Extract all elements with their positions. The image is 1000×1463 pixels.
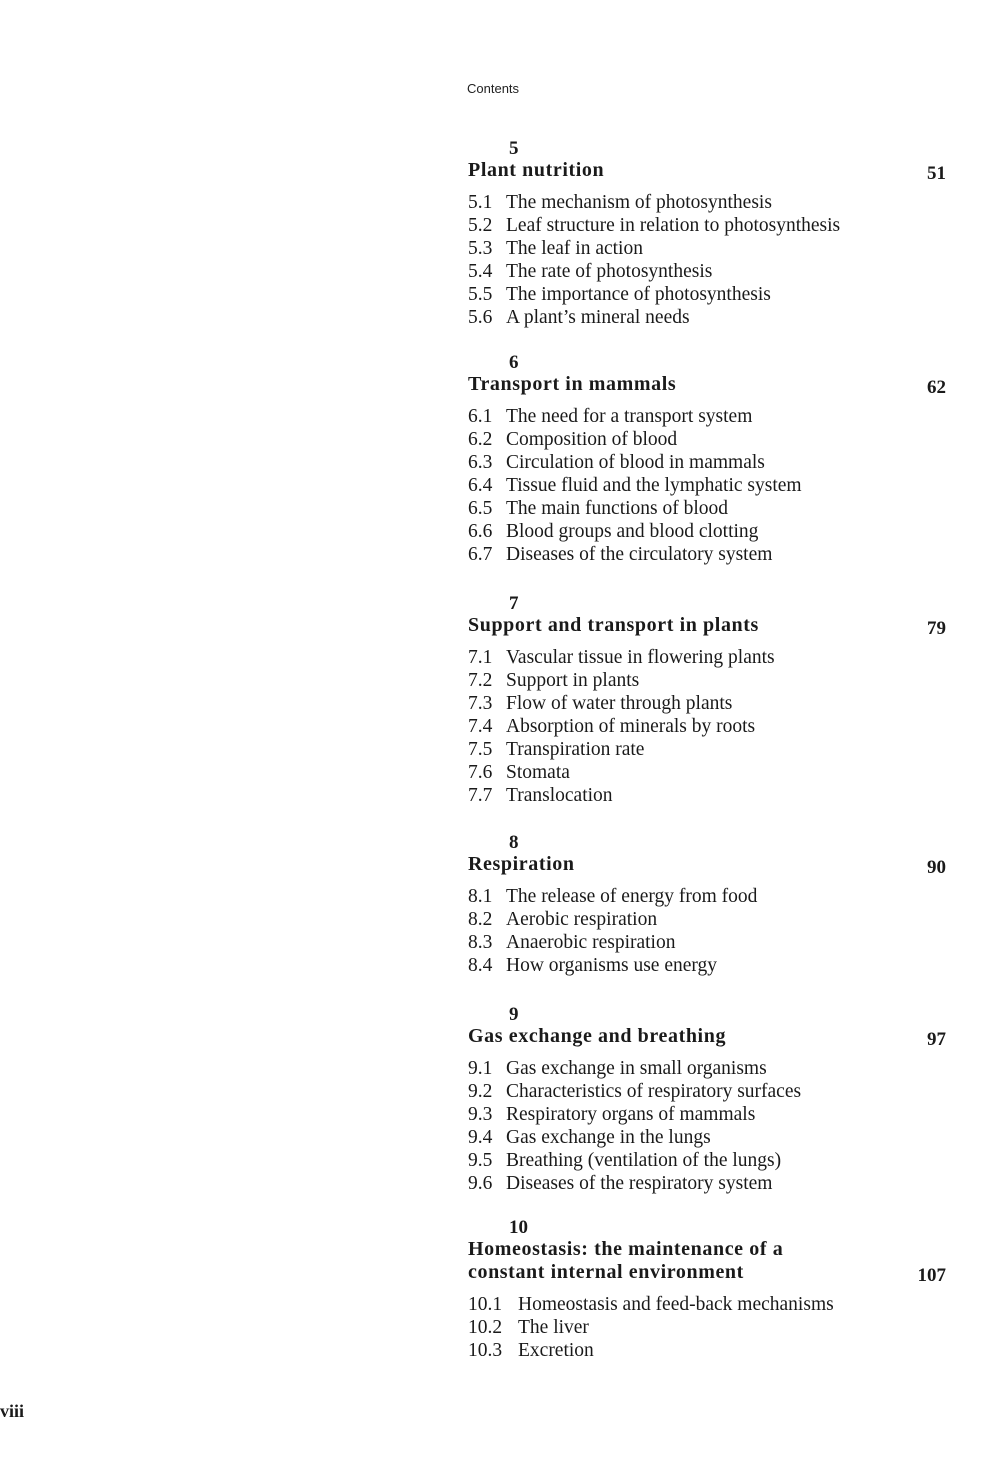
section-title: The release of energy from food [506,886,758,907]
section-item[interactable] [468,761,946,784]
section-item[interactable] [468,497,946,520]
section-number: 7.2 [468,670,493,691]
section-title: How organisms use energy [506,955,718,976]
section-item[interactable] [468,543,946,566]
section-title: Stomata [506,762,570,783]
section-item[interactable] [468,405,946,428]
chapter-title[interactable]: Homeostasis: the maintenance of a [468,1238,784,1260]
section-number: 6.3 [468,452,493,473]
chapter-entry [468,353,946,566]
section-title: Characteristics of respiratory surfaces [506,1081,802,1102]
section-item[interactable] [468,520,946,543]
section-list [468,1293,946,1362]
chapter-title[interactable]: Respiration [468,853,575,875]
section-list [468,405,946,566]
section-number: 5.1 [468,192,493,213]
chapter-number: 8 [509,832,519,853]
chapter-entry [468,139,946,329]
section-item[interactable] [468,428,946,451]
chapter-number: 9 [509,1004,519,1025]
section-number: 5.5 [468,284,493,305]
section-item[interactable] [468,885,946,908]
section-title: Flow of water through plants [506,693,733,714]
chapter-page-number: 62 [927,377,946,398]
chapter-title-continued[interactable]: constant internal environment [468,1261,744,1283]
section-item[interactable] [468,1293,946,1316]
section-number: 7.6 [468,762,493,783]
section-item[interactable] [468,1316,946,1339]
section-number: 10.3 [468,1340,503,1361]
section-number: 8.2 [468,909,493,930]
running-head: Contents [467,81,520,96]
section-number: 6.2 [468,429,493,450]
section-number: 6.4 [468,475,493,496]
chapter-entry [468,594,946,807]
section-number: 6.1 [468,406,493,427]
section-number: 9.1 [468,1058,493,1079]
section-item[interactable] [468,715,946,738]
section-title: Support in plants [506,670,640,691]
section-title: The importance of photosynthesis [506,284,771,305]
section-title: Leaf structure in relation to photosynthesis [506,215,841,236]
chapter-entry [468,1005,946,1195]
section-item[interactable] [468,1126,946,1149]
section-title: Absorption of minerals by roots [506,716,756,737]
section-item[interactable] [468,738,946,761]
section-number: 5.4 [468,261,493,282]
chapter-title[interactable]: Plant nutrition [468,159,605,181]
section-item[interactable] [468,451,946,474]
section-item[interactable] [468,1103,946,1126]
section-item[interactable] [468,1172,946,1195]
section-number: 9.3 [468,1104,493,1125]
chapter-number: 5 [509,138,519,159]
chapter-number: 7 [509,593,519,614]
section-title: Breathing (ventilation of the lungs) [506,1150,782,1171]
section-item[interactable] [468,954,946,977]
section-number: 9.6 [468,1173,493,1194]
section-list [468,1057,946,1195]
section-item[interactable] [468,931,946,954]
section-title: The liver [518,1317,589,1338]
section-number: 7.7 [468,785,493,806]
section-item[interactable] [468,646,946,669]
section-number: 8.3 [468,932,493,953]
section-item[interactable] [468,237,946,260]
section-number: 6.6 [468,521,493,542]
chapter-page-number: 97 [927,1029,946,1050]
section-title: Gas exchange in the lungs [506,1127,711,1148]
section-number: 5.6 [468,307,493,328]
section-title: The rate of photosynthesis [506,261,713,282]
section-item[interactable] [468,1057,946,1080]
section-number: 7.1 [468,647,493,668]
chapter-title[interactable]: Gas exchange and breathing [468,1025,727,1047]
chapter-page-number: 90 [927,857,946,878]
section-title: Composition of blood [506,429,678,450]
section-item[interactable] [468,306,946,329]
section-title: Aerobic respiration [506,909,658,930]
section-item[interactable] [468,1149,946,1172]
section-item[interactable] [468,214,946,237]
section-item[interactable] [468,283,946,306]
section-title: Homeostasis and feed-back mechanisms [518,1294,834,1315]
section-list [468,885,946,977]
section-number: 9.2 [468,1081,493,1102]
section-number: 7.3 [468,693,493,714]
section-number: 9.4 [468,1127,493,1148]
chapter-entry [468,1218,946,1362]
chapter-title[interactable]: Transport in mammals [468,373,677,395]
section-title: Diseases of the respiratory system [506,1173,773,1194]
chapter-title[interactable]: Support and transport in plants [468,614,759,636]
chapter-number: 10 [509,1217,528,1238]
page-folio: viii [0,1401,25,1421]
chapter-entry [468,833,946,977]
chapter-page-number: 79 [927,618,946,639]
section-number: 6.5 [468,498,493,519]
section-number: 10.1 [468,1294,503,1315]
section-title: Tissue fluid and the lymphatic system [506,475,802,496]
chapter-page-number: 51 [927,163,946,184]
section-title: The need for a transport system [506,406,753,427]
section-title: Respiratory organs of mammals [506,1104,756,1125]
section-title: The leaf in action [506,238,643,259]
section-number: 7.4 [468,716,493,737]
section-item[interactable] [468,1080,946,1103]
section-number: 8.4 [468,955,493,976]
section-item[interactable] [468,191,946,214]
section-list [468,646,946,807]
section-title: The main functions of blood [506,498,729,519]
section-title: Translocation [506,785,613,806]
section-title: The mechanism of photosynthesis [506,192,772,213]
section-number: 7.5 [468,739,493,760]
section-number: 10.2 [468,1317,503,1338]
section-title: Anaerobic respiration [506,932,676,953]
section-list [468,191,946,329]
section-title: A plant’s mineral needs [506,307,690,328]
chapter-number: 6 [509,352,519,373]
section-number: 8.1 [468,886,493,907]
section-item[interactable] [468,260,946,283]
section-title: Vascular tissue in flowering plants [506,647,775,668]
section-title: Gas exchange in small organisms [506,1058,767,1079]
section-item[interactable] [468,669,946,692]
section-title: Excretion [518,1340,594,1361]
section-title: Transpiration rate [506,739,645,760]
section-number: 5.3 [468,238,493,259]
section-item[interactable] [468,784,946,807]
section-title: Circulation of blood in mammals [506,452,765,473]
section-number: 9.5 [468,1150,493,1171]
chapter-page-number: 107 [917,1265,946,1286]
section-item[interactable] [468,474,946,497]
section-item[interactable] [468,1339,946,1362]
section-title: Blood groups and blood clotting [506,521,759,542]
section-item[interactable] [468,908,946,931]
section-number: 5.2 [468,215,493,236]
section-item[interactable] [468,692,946,715]
section-number: 6.7 [468,544,493,565]
section-title: Diseases of the circulatory system [506,544,773,565]
